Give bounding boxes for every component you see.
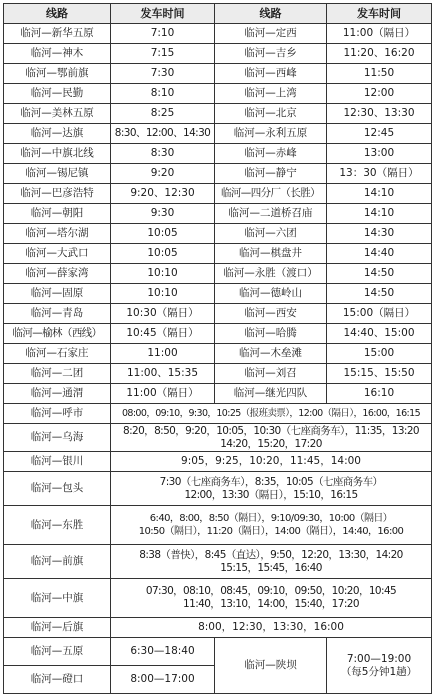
time-cell: 11:00（隔日）	[111, 384, 215, 404]
table-row	[4, 424, 432, 452]
time-cell: 7:30	[111, 64, 215, 84]
time-cell: 14:30	[327, 224, 432, 244]
route-cell: 临河—薛家湾	[4, 264, 111, 284]
time-cell: 9:30	[111, 204, 215, 224]
timetable-container	[3, 3, 431, 694]
table-row	[4, 244, 432, 264]
table-row	[4, 344, 432, 364]
time-cell	[111, 545, 432, 579]
time-cell: 13:00	[327, 144, 432, 164]
time-cell: 10:05	[111, 244, 215, 264]
header-row	[4, 4, 432, 24]
route-cell: 临河—鄂前旗	[4, 64, 111, 84]
time-line: 7:30（七座商务车），8:35，10:05（七座商务车）	[159, 475, 383, 488]
time-cell: 10:45（隔日）	[111, 324, 215, 344]
time-cell: 7:15	[111, 44, 215, 64]
route-cell: 临河—前旗	[4, 545, 111, 579]
time-cell: 8:30、12:00、14:30	[111, 124, 215, 144]
table-row	[4, 638, 432, 666]
table-row	[4, 164, 432, 184]
route-cell: 临河—包头	[4, 472, 111, 506]
route-cell: 临河—后旗	[4, 618, 111, 638]
time-cell: 15:15、15:50	[327, 364, 432, 384]
time-cell: 11:50	[327, 64, 432, 84]
route-cell: 临河—西峰	[215, 64, 327, 84]
table-row	[4, 618, 432, 638]
time-cell: 8:00—17:00	[111, 666, 215, 694]
route-cell: 临河—塔尔湖	[4, 224, 111, 244]
time-line: 12:00，13:30（隔日），15:10，16:15	[184, 488, 358, 501]
route-cell: 临河—呼市	[4, 404, 111, 424]
route-cell: 临河—中旗	[4, 579, 111, 618]
time-cell: 11:00、15:35	[111, 364, 215, 384]
table-row	[4, 452, 432, 472]
route-cell: 临河—北京	[215, 104, 327, 124]
table-row	[4, 284, 432, 304]
time-line: 8:38（普快），8:45（直达），9:50，12:20，13:30，14:20	[139, 548, 403, 561]
route-cell: 临河—美林五原	[4, 104, 111, 124]
time-cell: 10:05	[111, 224, 215, 244]
route-cell: 临河—固原	[4, 284, 111, 304]
table-row	[4, 224, 432, 244]
time-cell: 7:10	[111, 24, 215, 44]
table-row	[4, 144, 432, 164]
time-cell: 14:50	[327, 264, 432, 284]
time-cell: 16:10	[327, 384, 432, 404]
route-cell: 临河—四分厂（长胜）	[215, 184, 327, 204]
time-cell	[111, 506, 432, 545]
table-row	[4, 64, 432, 84]
route-cell: 临河—东胜	[4, 506, 111, 545]
time-cell: 14:40、15:00	[327, 324, 432, 344]
time-line: 7:00—19:00	[346, 652, 412, 665]
table-row	[4, 104, 432, 124]
time-cell: 14:50	[327, 284, 432, 304]
route-cell: 临河—静宁	[215, 164, 327, 184]
time-cell: 11:00（隔日）	[327, 24, 432, 44]
time-cell: 9:20、12:30	[111, 184, 215, 204]
table-row	[4, 84, 432, 104]
route-cell: 临河—榆林（西线）	[4, 324, 111, 344]
route-cell: 临河—石家庄	[4, 344, 111, 364]
table-row	[4, 324, 432, 344]
time-cell	[111, 579, 432, 618]
route-cell: 临河—青岛	[4, 304, 111, 324]
time-cell: 10:10	[111, 264, 215, 284]
table-row	[4, 184, 432, 204]
route-cell: 临河—通渭	[4, 384, 111, 404]
table-row	[4, 24, 432, 44]
time-cell: 8:00，12:30，13:30，16:00	[111, 618, 432, 638]
table-row	[4, 264, 432, 284]
route-cell: 临河—棋盘井	[215, 244, 327, 264]
time-cell	[327, 638, 432, 694]
time-cell: 8:10	[111, 84, 215, 104]
route-cell: 临河—达旗	[4, 124, 111, 144]
table-row	[4, 472, 432, 506]
route-cell: 临河—赤峰	[215, 144, 327, 164]
time-cell: 10:10	[111, 284, 215, 304]
time-cell: 12:00	[327, 84, 432, 104]
route-cell: 临河—西安	[215, 304, 327, 324]
route-cell: 临河—陕坝	[215, 638, 327, 694]
time-cell: 9:05，9:25，10:20，11:45，14:00	[111, 452, 432, 472]
route-cell: 临河—朝阳	[4, 204, 111, 224]
time-cell: 6:30—18:40	[111, 638, 215, 666]
time-cell: 9:20	[111, 164, 215, 184]
table-row	[4, 404, 432, 424]
route-cell: 临河—定西	[215, 24, 327, 44]
time-cell	[111, 472, 432, 506]
time-line: 6:40，8:00，8:50（隔日），9:10/09:30，10:00（隔日）	[149, 513, 393, 524]
route-cell: 临河—五原	[4, 638, 111, 666]
route-cell: 临河—民勤	[4, 84, 111, 104]
table-row	[4, 304, 432, 324]
route-cell: 临河—中旗北线	[4, 144, 111, 164]
route-cell: 临河—乌海	[4, 424, 111, 452]
table-row	[4, 124, 432, 144]
time-line: 10:50（隔日），11:20（隔日），14:00（隔日），14:40，16:00	[138, 526, 404, 537]
route-cell: 临河—德岭山	[215, 284, 327, 304]
route-cell: 临河—永利五原	[215, 124, 327, 144]
table-row	[4, 545, 432, 579]
route-cell: 临河—新华五原	[4, 24, 111, 44]
route-cell: 临河—永胜（渡口）	[215, 264, 327, 284]
time-cell: 12:45	[327, 124, 432, 144]
route-cell: 临河—磴口	[4, 666, 111, 694]
route-cell: 临河—银川	[4, 452, 111, 472]
time-cell: 15:00	[327, 344, 432, 364]
route-cell: 临河—哈腾	[215, 324, 327, 344]
route-cell: 临河—二团	[4, 364, 111, 384]
table-row	[4, 44, 432, 64]
table-row	[4, 506, 432, 545]
time-cell: 08:00，09:10，9:30，10:25（报班卖票），12:00（隔日），16:00，16:15	[111, 404, 432, 424]
time-cell: 13：30（隔日）	[327, 164, 432, 184]
table-row	[4, 364, 432, 384]
time-line: 15:15，15:45，16:40	[220, 561, 322, 574]
time-cell: 11:20、16:20	[327, 44, 432, 64]
bus-timetable	[3, 3, 432, 694]
route-cell: 临河—神木	[4, 44, 111, 64]
time-cell: 8:30	[111, 144, 215, 164]
header-route-right: 线路	[215, 4, 327, 24]
time-line: 07:30，08:10，08:45，09:10，09:50，10:20，10:45	[145, 585, 397, 597]
table-row	[4, 384, 432, 404]
time-cell: 8:25	[111, 104, 215, 124]
route-cell: 临河—六团	[215, 224, 327, 244]
time-cell: 11:00	[111, 344, 215, 364]
route-cell: 临河—刘召	[215, 364, 327, 384]
time-cell: 14:10	[327, 184, 432, 204]
time-line: （每5分钟1趟）	[340, 665, 418, 678]
route-cell: 临河—大武口	[4, 244, 111, 264]
time-cell: 14:40	[327, 244, 432, 264]
route-cell: 临河—木垒滩	[215, 344, 327, 364]
time-cell: 15:00（隔日）	[327, 304, 432, 324]
route-cell: 临河—二道桥召庙	[215, 204, 327, 224]
table-row	[4, 204, 432, 224]
time-cell: 14:10	[327, 204, 432, 224]
route-cell: 临河—巴彦浩特	[4, 184, 111, 204]
time-cell: 10:30（隔日）	[111, 304, 215, 324]
time-line: 8:20，8:50，9:20，10:05，10:30（七座商务车），11:35，13:20	[122, 424, 420, 437]
route-cell: 临河—上湾	[215, 84, 327, 104]
header-time-left: 发车时间	[111, 4, 215, 24]
time-line: 11:40，13:10，14:00，15:40，17:20	[183, 598, 359, 610]
route-cell: 临河—继光四队	[215, 384, 327, 404]
header-time-right: 发车时间	[327, 4, 432, 24]
time-cell: 12:30、13:30	[327, 104, 432, 124]
table-row	[4, 579, 432, 618]
route-cell: 临河—吉乡	[215, 44, 327, 64]
time-cell	[111, 424, 432, 452]
route-cell: 临河—锡尼镇	[4, 164, 111, 184]
header-route-left: 线路	[4, 4, 111, 24]
time-line: 14:20，15:20，17:20	[220, 437, 322, 450]
